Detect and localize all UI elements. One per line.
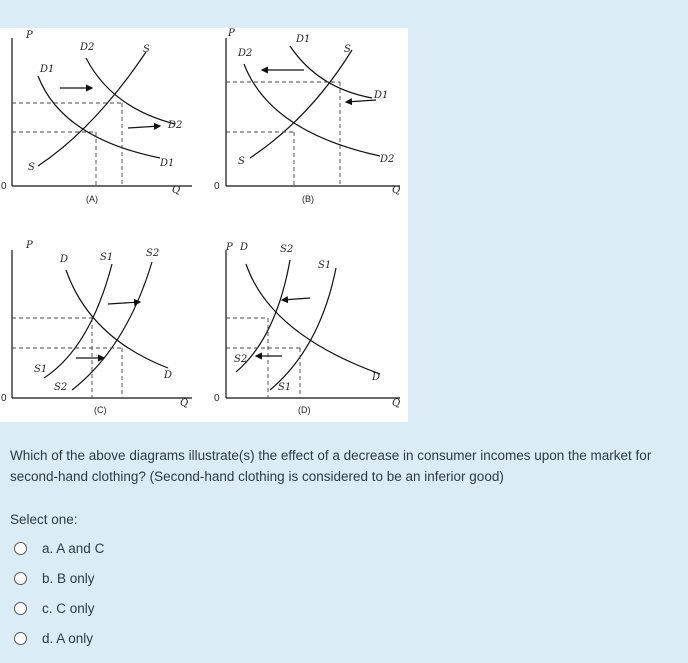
diagram-d-s1-curve — [270, 268, 336, 390]
answer-label-c — [42, 601, 95, 616]
diagram-c-s1-bottom-label: S1 — [34, 364, 48, 375]
diagram-c-d-curve — [66, 270, 168, 368]
diagram-d-d-curve — [246, 264, 380, 374]
diagram-b-d2-curve — [244, 64, 380, 156]
diagram-c-d-top-label: D — [60, 254, 69, 265]
supply-demand-diagrams — [0, 28, 408, 422]
diagram-b-d1-curve — [290, 46, 372, 98]
diagram-b-d2-top-label: D2 — [238, 48, 253, 59]
diagram-d-d-right-label: D — [372, 372, 381, 383]
diagram-a-d2-curve — [86, 58, 175, 124]
diagram-a-d2-right-label: D2 — [168, 120, 183, 131]
diagram-d-s1-top-label: S1 — [318, 260, 332, 271]
radio-b[interactable] — [14, 572, 27, 585]
answer-option-d[interactable] — [14, 623, 104, 653]
diagram-c-p-label: P — [26, 240, 33, 251]
diagram-d-d-top-label: D — [240, 242, 249, 253]
diagram-c-origin: 0 — [1, 393, 7, 404]
question-text: Which of the above diagrams illustrate(s) the effect of a decrease in consumer incomes upon the market for second-hand clothing? (Second-hand clothing is considered to be an inferior good) — [10, 448, 652, 484]
diagram-a-d1-top-label: D1 — [40, 64, 55, 75]
diagram-b-s-curve — [250, 50, 352, 158]
diagram-a-d1-right-label: D1 — [160, 158, 175, 169]
diagram-b — [214, 28, 400, 204]
diagram-d — [214, 242, 400, 415]
answer-letter-d: d. — [42, 630, 54, 646]
diagram-a-s-top-label: S — [143, 44, 150, 55]
diagram-a-origin: 0 — [1, 181, 7, 192]
diagram-a-caption: (A) — [86, 194, 98, 204]
diagram-a-d2-top-label: D2 — [80, 42, 95, 53]
radio-d[interactable] — [14, 632, 27, 645]
diagram-b-s-top-label: S — [344, 44, 351, 55]
diagram-d-caption: (D) — [298, 405, 311, 415]
diagram-a-p-label: P — [26, 30, 33, 41]
answer-text-c: C only — [56, 600, 95, 616]
diagram-b-caption: (B) — [302, 194, 314, 204]
diagram-c-s2-top-label: S2 — [146, 248, 160, 259]
diagram-c-q-label: Q — [180, 398, 189, 409]
diagram-b-p-label: P — [228, 28, 235, 39]
answer-text-a: A and C — [56, 540, 105, 556]
diagram-d-s2-top-label: S2 — [280, 244, 294, 255]
answer-text-b: B only — [57, 570, 95, 586]
diagram-a — [1, 30, 192, 204]
answer-option-a[interactable] — [14, 533, 104, 563]
diagram-c — [1, 240, 192, 415]
diagram-b-q-label: Q — [392, 185, 401, 196]
diagram-d-s1-bottom-label: S1 — [278, 382, 292, 393]
radio-a[interactable] — [14, 542, 27, 555]
diagram-b-s-bottom-label: S — [238, 156, 245, 167]
answer-letter-b: b. — [42, 570, 54, 586]
answer-label-a — [42, 541, 104, 556]
diagram-c-s2-curve — [72, 262, 152, 390]
select-one-label: Select one: — [10, 512, 78, 527]
diagram-d-s2-bottom-label: S2 — [234, 354, 248, 365]
diagram-a-s-bottom-label: S — [28, 162, 35, 173]
answer-options — [14, 533, 104, 653]
diagram-b-d1-top-label: D1 — [296, 34, 311, 45]
diagram-d-q-label: Q — [392, 398, 401, 409]
diagram-c-s1-top-label: S1 — [100, 252, 114, 263]
diagram-b-d2-right-label: D2 — [380, 154, 395, 165]
diagram-c-d-right-label: D — [164, 370, 173, 381]
answer-label-b — [42, 571, 95, 586]
answer-letter-a: a. — [42, 540, 54, 556]
diagram-b-shift-arrow-right — [346, 100, 376, 102]
diagram-a-q-label: Q — [172, 185, 181, 196]
diagram-c-caption: (C) — [94, 405, 107, 415]
diagram-d-shift-arrow-top — [282, 298, 310, 300]
diagram-d-p-label: P — [226, 242, 233, 253]
answer-option-c[interactable] — [14, 593, 104, 623]
diagram-d-origin: 0 — [214, 393, 220, 404]
answer-letter-c: c. — [42, 600, 53, 616]
diagram-b-d1-right-label: D1 — [374, 90, 389, 101]
diagram-b-origin: 0 — [214, 181, 220, 192]
diagram-c-shift-arrow-top — [108, 302, 140, 304]
question-figure — [0, 28, 408, 422]
radio-c[interactable] — [14, 602, 27, 615]
answer-label-d — [42, 631, 93, 646]
answer-text-d: A only — [56, 630, 94, 646]
answer-option-b[interactable] — [14, 563, 104, 593]
diagram-a-d1-curve — [38, 76, 160, 158]
diagram-c-s2-bottom-label: S2 — [54, 382, 68, 393]
diagram-a-shift-arrow-right — [128, 126, 160, 128]
